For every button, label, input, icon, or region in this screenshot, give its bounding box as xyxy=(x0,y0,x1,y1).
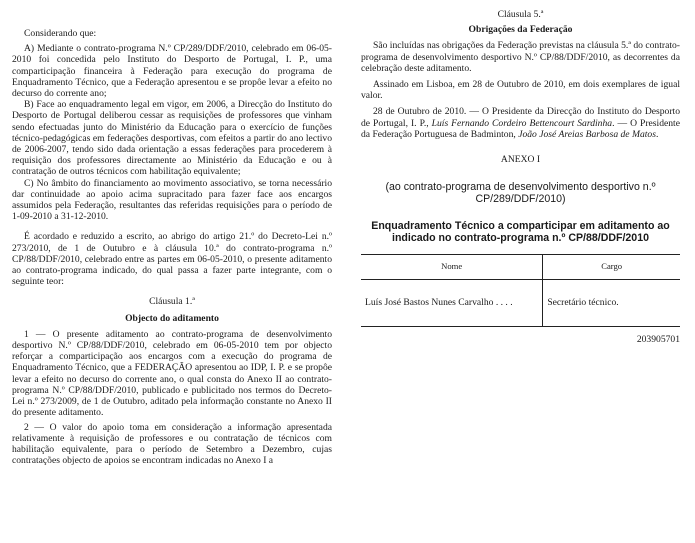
table-header-row xyxy=(361,255,680,280)
clausula-1-title: Cláusula 1.ª xyxy=(149,296,195,308)
signature-text-1: 28 de Outubro de 2010. — O Presidente da Direcção do Instituto do Desporto de Portugal, I. P., xyxy=(361,106,680,129)
clausula-1-paragraph-1: 1 — O presente aditamento ao contrato-programa de desenvolvimento desportivo N.º CP/88/DDF/2010, celebrado em 06-05-2010 tem por objecto reforçar a comparticipação aos encargos com a execução do programa de Enquadramento Técnico, que a FEDERAÇÃO apresentou ao IDP, I. P. e se propôe levar a efeito no decurso do corrente ano, o qual consta do Anexo II ao contrato-programa N.º CP/88/DDF/2010, publicado e publicitado nos termos do Decreto-Lei n.º 273/2009, de 1 de Outubro, aditado pela informação constante no Anexo II do presente aditamento. xyxy=(12,328,332,419)
cell-nome: Luís José Bastos Nunes Carvalho . . . . xyxy=(361,280,543,327)
enquadramento-title: Enquadramento Técnico a comparticipar em aditamento ao indicado no contrato-programa n.º CP/88/DDF/2010 xyxy=(371,219,670,244)
annex-table xyxy=(361,254,680,327)
paragraph-c: C) No âmbito do financiamento ao movimento associativo, se torna necessário dar continuidade ao apoio acima supracitado para fazer face aos encargos assumidos pela Federação, resultantes das referidas requisições para o período de 1-09-2010 a 31-12-2010. xyxy=(12,177,332,223)
assinado-paragraph: Assinado em Lisboa, em 28 de Outubro de 2010, em dois exemplares de igual valor. xyxy=(361,79,680,102)
signature-end: . xyxy=(655,128,659,140)
signature-name-1: Luís Fernando Cordeiro Bettencourt Sardinha xyxy=(431,117,613,129)
document-code: 203905701 xyxy=(636,334,680,346)
right-column xyxy=(361,0,680,345)
column-header-cargo: Cargo xyxy=(543,255,680,280)
signature-paragraph xyxy=(361,106,680,140)
anexo-subtitle: (ao contrato-programa de desenvolvimento desportivo n.º CP/289/DDF/2010) xyxy=(385,181,656,206)
clausula-1-paragraph-2: 2 — O valor do apoio toma em consideração a informação apresentada relativamente à requisição de professores e ou contratação de técnicos com habilitação equivalente, para o período de Setembro a Dezembro, cujas contratações objecto de apoios se encontram indicadas no Anexo I a xyxy=(12,421,332,467)
clausula-5-title: Cláusula 5.ª xyxy=(497,9,544,20)
clausula-5-heading: Obrigações da Federação xyxy=(468,24,573,36)
table-row xyxy=(361,280,680,327)
paragraph-a: A) Mediante o contrato-programa N.º CP/289/DDF/2010, celebrado em 06-05-2010 foi concedida pelo Instituto do Desporto de Portugal, I. P., uma comparticipação financeira à Federação para execução do programa de Enquadramento Técnico, que a Federação apresentou e se propôe levar a efeito no decurso do corrente ano; xyxy=(12,43,332,100)
paragraph-b: B) Face ao enquadramento legal em vigor, em 2006, a Direcção do Instituto do Desporto de Portugal deliberou cessar as requisições de professores que vinham sendo efectuadas junto do Ministério da Educação para o exercício de funções técnico-pedagógicas em federações desportivas, com efeitos a partir do ano lectivo de 2006-2007, tendo sido dada orientação a essas federações para procederem à requisição dos professores directamente ao Ministério da Educação e ou à contratação de outros técnicos com habilitação equivalente; xyxy=(12,99,332,178)
cell-cargo: Secretário técnico. xyxy=(543,280,680,327)
signature-name-2: João José Areias Barbosa de Matos xyxy=(518,128,656,140)
column-header-nome: Nome xyxy=(361,255,543,280)
clausula-1-heading: Objecto do aditamento xyxy=(125,312,219,324)
clausula-5-paragraph: São incluídas nas obrigações da Federação previstas na cláusula 5.ª do contrato-programa de desenvolvimento desportivo N.º CP/88/DDF/2010, as decorrentes da celebração deste aditamento. xyxy=(361,40,680,74)
anexo-title: ANEXO I xyxy=(500,154,541,166)
acordo-paragraph: É acordado e reduzido a escrito, ao abrigo do artigo 21.º do Decreto-Lei n.º 273/2010, de 1 de Outubro e à cláusula 10.ª do contrato-programa n.º CP/88/DDF/2010, celebrado entre as partes em 06-05-2010, o presente aditamento ao contrato-programa indicado, do qual passa a fazer parte integrante, com o seguinte teor: xyxy=(12,231,332,288)
considerando-label: Considerando que: xyxy=(24,28,97,39)
left-column xyxy=(12,0,332,466)
signature-text-2: . — O Presidente da Federação Portuguesa de Badminton, xyxy=(361,117,680,140)
